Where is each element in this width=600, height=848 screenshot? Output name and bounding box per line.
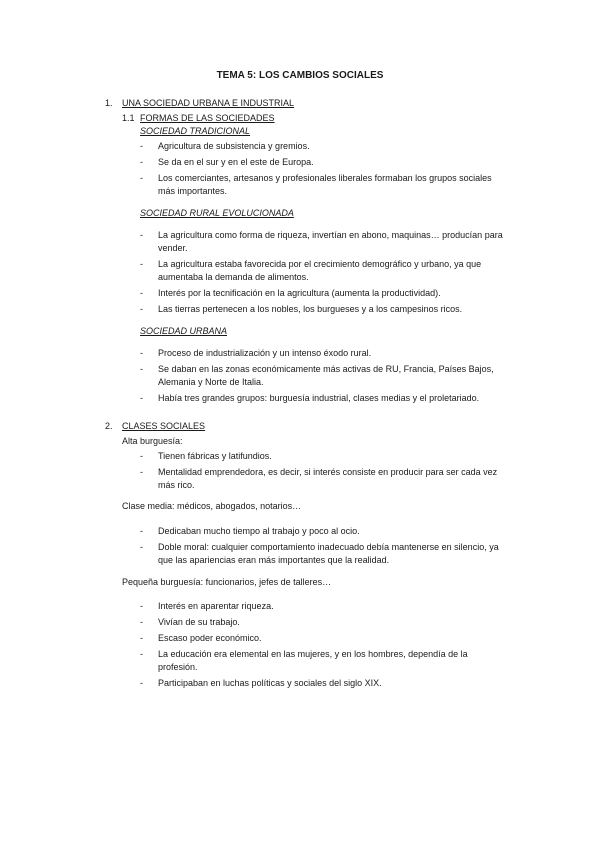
list-item — [140, 450, 503, 463]
dash-bullet: - — [140, 141, 143, 151]
list-item — [140, 392, 503, 405]
dash-bullet: - — [140, 649, 143, 659]
list-item — [140, 258, 503, 284]
list-alta-burguesia — [140, 450, 503, 492]
dash-bullet: - — [140, 288, 143, 298]
dash-bullet: - — [140, 467, 143, 477]
list-item-text: Doble moral: cualquier comportamiento inadecuado debía mantenerse en silencio, ya que las apariencias eran más importantes que la realidad. — [158, 542, 499, 565]
list-item — [140, 172, 503, 198]
section-1-heading: UNA SOCIEDAD URBANA E INDUSTRIAL — [122, 98, 295, 108]
list-item-text: Había tres grandes grupos: burguesía industrial, clases medias y el proletariado. — [158, 393, 480, 403]
list-item — [140, 303, 503, 316]
list-pequena-burguesia — [140, 600, 503, 690]
dash-bullet: - — [140, 173, 143, 183]
section-1-number: 1. — [105, 98, 113, 108]
dash-bullet: - — [140, 678, 143, 688]
list-item-text: Proceso de industrialización y un intenso éxodo rural. — [158, 348, 372, 358]
heading-pequena-burguesia: Pequeña burguesía: funcionarios, jefes de talleres… — [122, 577, 332, 587]
list-item — [140, 347, 503, 360]
list-item — [140, 677, 503, 690]
list-sociedad-rural — [140, 229, 503, 316]
heading-sociedad-urbana: SOCIEDAD URBANA — [140, 326, 228, 336]
subsection-1-1-number: 1.1 — [122, 113, 135, 123]
list-item-text: Las tierras pertenecen a los nobles, los burgueses y a los campesinos ricos. — [158, 304, 463, 314]
list-item-text: La agricultura estaba favorecida por el crecimiento demográfico y urbano, ya que aumentaba la demanda de alimentos. — [158, 259, 482, 282]
list-sociedad-urbana — [140, 347, 503, 405]
list-clase-media — [140, 525, 503, 567]
dash-bullet: - — [140, 542, 143, 552]
list-item — [140, 229, 503, 255]
heading-alta-burguesia: Alta burguesía: — [122, 436, 183, 446]
list-item — [140, 525, 503, 538]
list-item — [140, 632, 503, 645]
dash-bullet: - — [140, 617, 143, 627]
list-item — [140, 287, 503, 300]
page-title: TEMA 5: LOS CAMBIOS SOCIALES — [216, 70, 384, 81]
list-item-text: Mentalidad emprendedora, es decir, si interés consiste en producir para ser cada vez más rico. — [158, 467, 498, 490]
dash-bullet: - — [140, 633, 143, 643]
list-item-text: La agricultura como forma de riqueza, invertían en abono, maquinas… producían para vender. — [158, 230, 503, 253]
heading-sociedad-tradicional: SOCIEDAD TRADICIONAL — [140, 126, 251, 136]
heading-sociedad-rural-evolucionada: SOCIEDAD RURAL EVOLUCIONADA — [140, 208, 294, 218]
list-item — [140, 600, 503, 613]
dash-bullet: - — [140, 364, 143, 374]
list-item-text: La educación era elemental en las mujeres, y en los hombres, dependía de la profesión. — [158, 649, 468, 672]
subsection-1-1-heading: FORMAS DE LAS SOCIEDADES — [140, 113, 275, 123]
dash-bullet: - — [140, 157, 143, 167]
dash-bullet: - — [140, 230, 143, 240]
dash-bullet: - — [140, 393, 143, 403]
list-item — [140, 616, 503, 629]
dash-bullet: - — [140, 259, 143, 269]
list-item-text: Agricultura de subsistencia y gremios. — [158, 141, 310, 151]
list-item-text: Tienen fábricas y latifundios. — [158, 451, 272, 461]
list-item-text: Vivían de su trabajo. — [158, 617, 240, 627]
list-item — [140, 541, 503, 567]
dash-bullet: - — [140, 601, 143, 611]
dash-bullet: - — [140, 451, 143, 461]
section-2-number: 2. — [105, 421, 113, 431]
list-item-text: Interés por la tecnificación en la agricultura (aumenta la productividad). — [158, 288, 441, 298]
dash-bullet: - — [140, 304, 143, 314]
dash-bullet: - — [140, 348, 143, 358]
list-item-text: Se daban en las zonas económicamente más activas de RU, Francia, Países Bajos, Alemania y Norte de Italia. — [158, 364, 494, 387]
list-item — [140, 466, 503, 492]
list-item-text: Los comerciantes, artesanos y profesionales liberales formaban los grupos sociales más importantes. — [158, 173, 492, 196]
list-item-text: Dedicaban mucho tiempo al trabajo y poco al ocio. — [158, 526, 360, 536]
list-item — [140, 648, 503, 674]
list-item — [140, 363, 503, 389]
list-item — [140, 156, 503, 169]
list-item-text: Se da en el sur y en el este de Europa. — [158, 157, 314, 167]
list-item-text: Escaso poder económico. — [158, 633, 262, 643]
list-item-text: Interés en aparentar riqueza. — [158, 601, 274, 611]
list-item — [140, 140, 503, 153]
heading-clase-media: Clase media: médicos, abogados, notarios… — [122, 501, 302, 511]
dash-bullet: - — [140, 526, 143, 536]
section-2-heading: CLASES SOCIALES — [122, 421, 206, 431]
list-item-text: Participaban en luchas políticas y sociales del siglo XIX. — [158, 678, 382, 688]
list-sociedad-tradicional — [140, 140, 503, 198]
